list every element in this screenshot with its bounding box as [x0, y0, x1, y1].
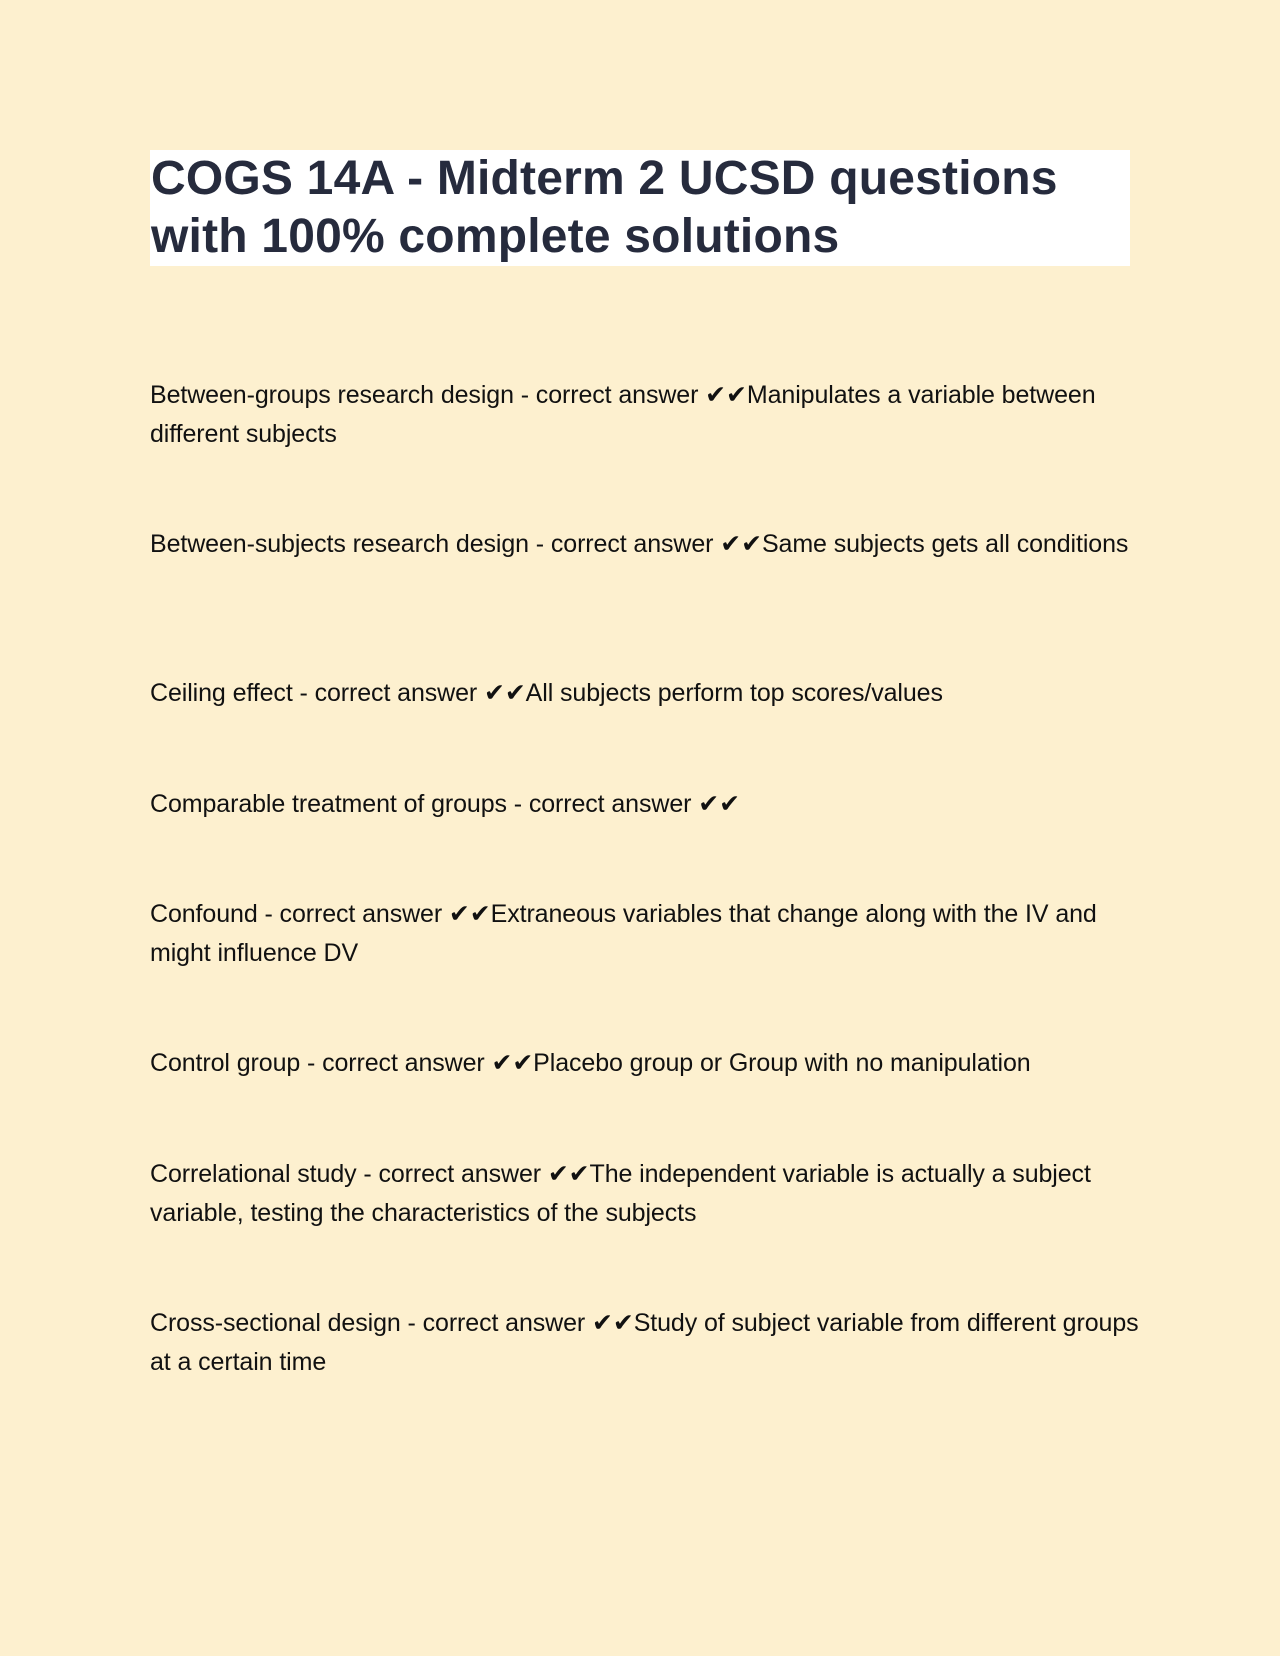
qa-entry-ceiling-effect: Ceiling effect - correct answer ✔✔All subjects perform top scores/values	[150, 679, 943, 707]
title-block	[150, 150, 1130, 266]
qa-entry-confound: Confound - correct answer ✔✔Extraneous variables that change along with the IV and might influence DV	[150, 900, 1097, 967]
qa-entry-comparable-treatment: Comparable treatment of groups - correct answer ✔✔	[150, 790, 740, 818]
qa-entry-control-group: Control group - correct answer ✔✔Placebo group or Group with no manipulation	[150, 1049, 1031, 1077]
qa-entry-between-subjects: Between-subjects research design - correct answer ✔✔Same subjects gets all conditions	[150, 530, 1129, 558]
qa-entry-correlational-study: Correlational study - correct answer ✔✔The independent variable is actually a subject variable, testing the characteristics of the subjects	[150, 1160, 1091, 1227]
qa-entry-between-groups: Between-groups research design - correct answer ✔✔Manipulates a variable between different subjects	[150, 381, 1096, 448]
document-title: COGS 14A - Midterm 2 UCSD questions with 100% complete solutions	[151, 152, 1058, 263]
qa-entry-cross-sectional: Cross-sectional design - correct answer ✔✔Study of subject variable from different groups at a certain time	[150, 1309, 1139, 1376]
